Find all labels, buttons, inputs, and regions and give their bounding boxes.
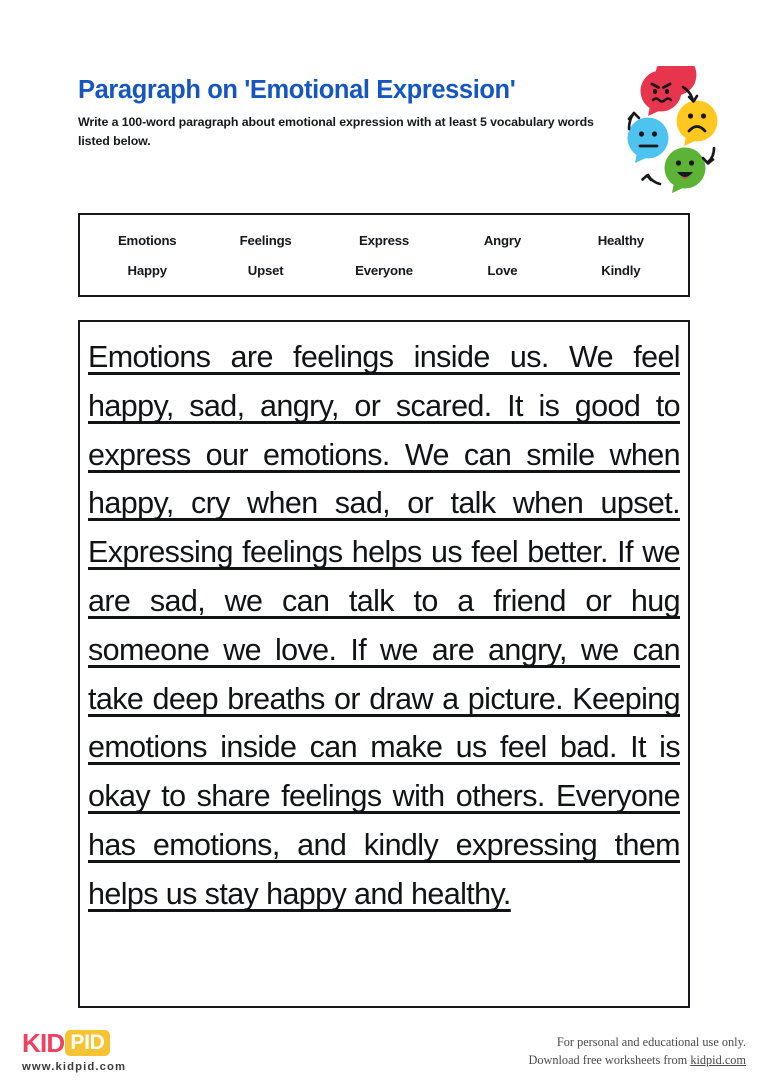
vocabulary-word: Happy [127, 262, 167, 278]
vocabulary-word: Angry [483, 232, 521, 248]
vocabulary-word: Healthy [597, 232, 644, 248]
vocabulary-word: Feelings [239, 232, 292, 248]
vocabulary-word: Love [487, 262, 518, 278]
vocabulary-row [88, 263, 680, 278]
logo-pid-badge: PID [65, 1030, 109, 1056]
logo-kid-text: KID [22, 1027, 65, 1058]
vocabulary-box [78, 213, 690, 297]
emotion-faces-illustration [617, 66, 725, 198]
kidpid-logo [22, 1029, 192, 1077]
footer-note-line1: For personal and educational use only. [556, 1035, 746, 1049]
vocabulary-word: Everyone [355, 262, 413, 278]
answer-box[interactable] [78, 320, 690, 1008]
neutral-face-icon [628, 118, 669, 164]
vocabulary-word: Express [359, 232, 409, 248]
worksheet-header [78, 76, 690, 196]
logo-url-text: www.kidpid.com [22, 1061, 127, 1073]
happy-face-icon [665, 148, 706, 194]
answer-paragraph [88, 333, 680, 919]
footer-note [416, 1034, 746, 1070]
instructions-text: Write a 100-word paragraph about emotional expression with at least 5 vocabulary words listed below. [78, 115, 594, 149]
answer-paragraph-text: Emotions are feelings inside us. We feel happy, sad, angry, or scared. It is good to express our emotions. We can smile when happy, cry when sad, or talk when upset. Expressing feelings helps us feel better. If we are sad, we can talk to a friend or hug someone we love. If we are angry, we can take deep breaths or draw a picture. Keeping emotions inside can make us feel bad. It is okay to share feelings with others. Everyone has emotions, and kindly expressing them helps us stay happy and healthy. [88, 340, 680, 911]
vocabulary-word: Emotions [117, 232, 177, 248]
page-title: Paragraph on 'Emotional Expression' [78, 76, 516, 104]
kidpid-link[interactable]: kidpid.com [690, 1052, 746, 1067]
logo-wordmark [22, 1029, 192, 1056]
footer-note-line2 [416, 1052, 746, 1070]
footer-note-prefix: Download free worksheets from [528, 1052, 691, 1067]
vocabulary-word: Kindly [601, 262, 641, 278]
vocabulary-word: Upset [247, 262, 284, 278]
vocabulary-row [88, 233, 680, 248]
sad-face-icon [677, 101, 718, 147]
